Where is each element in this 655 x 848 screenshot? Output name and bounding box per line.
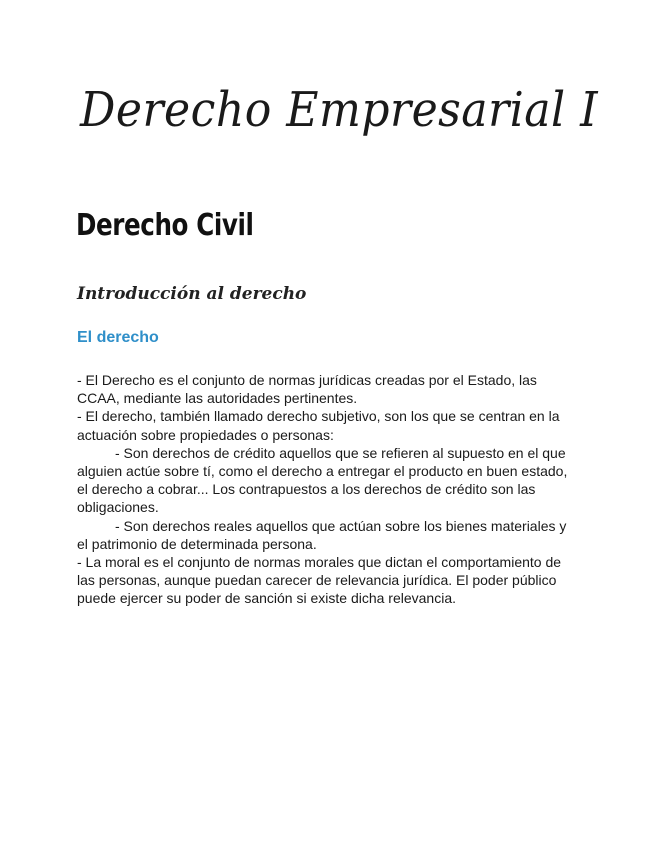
paragraph-indented: - Son derechos de crédito aquellos que se refieren al supuesto en el que alguien actúe sobre tí, como el derecho a entregar el producto en buen estado, el derecho a cobrar... Los contrapuestos a los derechos de crédito son las obligaciones. [77, 444, 568, 516]
subsection-heading: Introducción al derecho [77, 284, 307, 304]
document-title: Derecho Empresarial I [80, 82, 599, 138]
section-heading: Derecho Civil [76, 208, 254, 243]
paragraph-indented: - Son derechos reales aquellos que actúan sobre los bienes materiales y el patrimonio de determinada persona. [77, 517, 567, 552]
paragraph: - La moral es el conjunto de normas morales que dictan el comportamiento de las personas, aunque puedan carecer de relevancia jurídica. El poder público puede ejercer su poder de sanción si existe dicha relevancia. [77, 554, 562, 607]
paragraph: - El Derecho es el conjunto de normas jurídicas creadas por el Estado, las CCAA, mediante las autoridades pertinentes. [77, 372, 537, 407]
body-text [77, 371, 581, 608]
paragraph: - El derecho, también llamado derecho subjetivo, son los que se centran en la actuación sobre propiedades o personas: [77, 408, 560, 443]
topic-heading: El derecho [77, 329, 159, 346]
